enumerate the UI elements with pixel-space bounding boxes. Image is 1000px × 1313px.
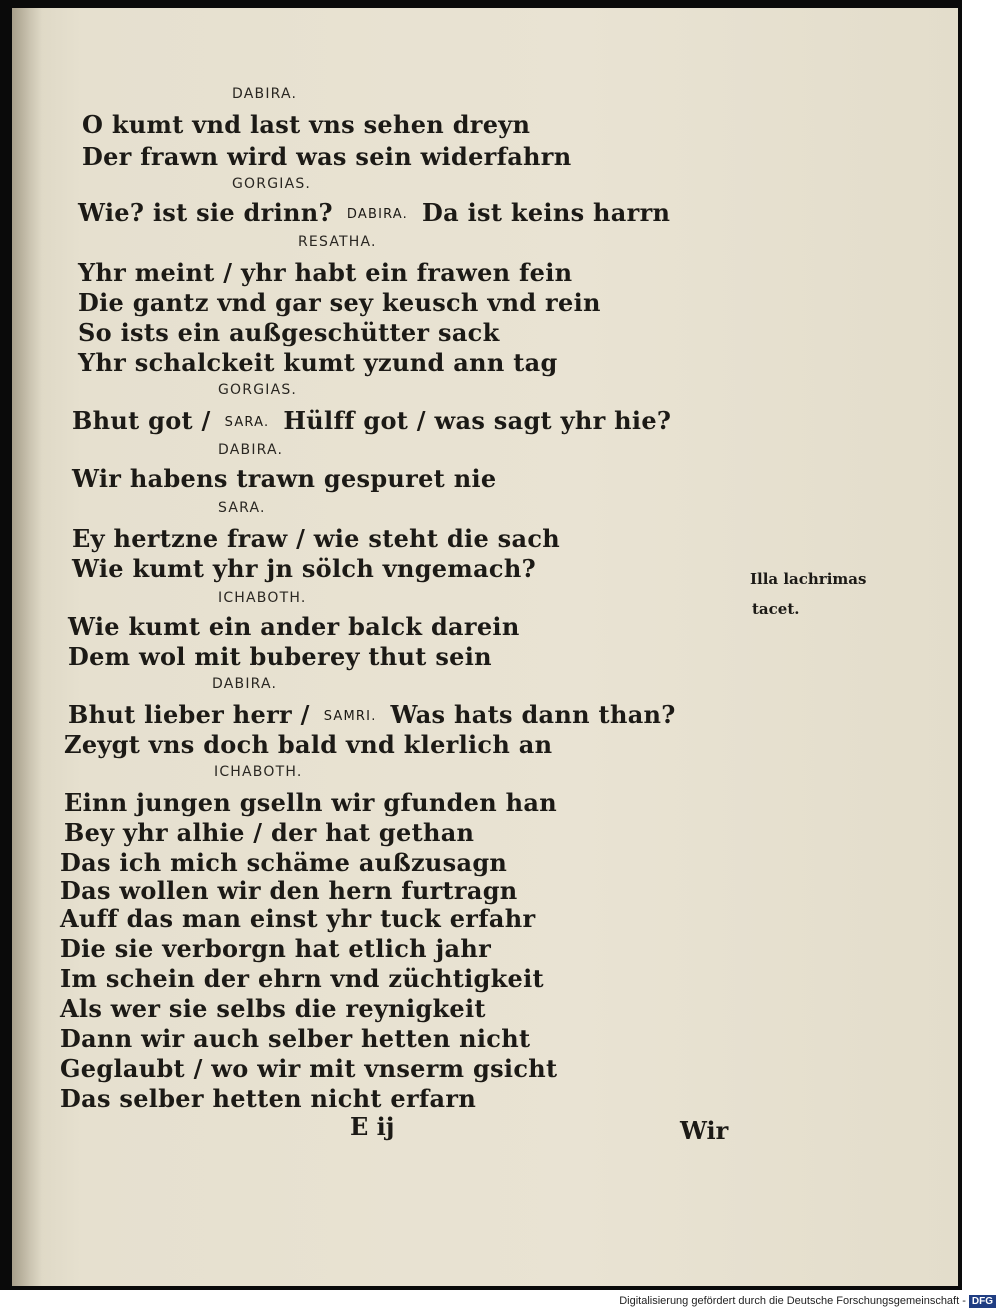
speaker-heading: RESATHA. [298, 234, 377, 250]
catchword: Wir [680, 1116, 729, 1145]
speaker-heading: GORGIAS. [232, 176, 312, 192]
verse-line: Die sie verborgn hat etlich jahr [60, 934, 492, 963]
verse-line: Das ich mich schäme außzusagn [60, 848, 508, 877]
marginal-note-line: Illa lachrimas [750, 570, 867, 588]
verse-line: Geglaubt / wo wir mit vnserm gsicht [60, 1054, 558, 1083]
speaker-heading: GORGIAS. [218, 382, 298, 398]
footer-text: Digitalisierung gefördert durch die Deutsche Forschungsgemeinschaft - [619, 1295, 966, 1307]
verse-line: Dann wir auch selber hetten nicht [60, 1024, 531, 1053]
verse-line: Im schein der ehrn vnd züchtigkeit [60, 964, 544, 993]
verse-line: O kumt vnd last vns sehen dreyn [82, 110, 531, 139]
verse-text: Bhut lieber herr / [68, 700, 310, 729]
verse-line: Wie kumt yhr jn sölch vngemach? [72, 554, 536, 583]
verse-text: Wie? ist sie drinn? [78, 198, 333, 227]
verse-line: Als wer sie selbs die reynigkeit [60, 994, 486, 1023]
verse-line [72, 406, 671, 435]
verse-text: Bhut got / [72, 406, 211, 435]
speaker-heading: ICHABOTH. [218, 590, 307, 606]
speaker-heading: ICHABOTH. [214, 764, 303, 780]
verse-line: Der frawn wird was sein widerfahrn [82, 142, 572, 171]
verse-line: Yhr meint / yhr habt ein frawen fein [78, 258, 573, 287]
verse-line: Auff das man einst yhr tuck erfahr [60, 904, 536, 933]
speaker-heading: SARA. [218, 500, 266, 516]
verse-line: Ey hertzne fraw / wie steht die sach [72, 524, 561, 553]
verse-line: Bey yhr alhie / der hat gethan [64, 818, 475, 847]
verse-text: Was hats dann than? [390, 700, 676, 729]
inline-speaker: SAMRI. [323, 709, 377, 724]
digitization-footer [619, 1293, 996, 1309]
verse-line: Wie kumt ein ander balck darein [68, 612, 520, 641]
verse-line: Wir habens trawn gespuret nie [72, 464, 497, 493]
marginal-note-line: tacet. [752, 600, 800, 618]
verse-text: Hülff got / was sagt yhr hie? [283, 406, 672, 435]
page-gutter-shadow [12, 8, 42, 1286]
speaker-heading: DABIRA. [232, 86, 298, 102]
verse-line: Zeygt vns doch bald vnd klerlich an [64, 730, 553, 759]
verse-line: Das selber hetten nicht erfarn [60, 1084, 477, 1113]
verse-line: Das wollen wir den hern furtragn [60, 876, 518, 905]
inline-speaker: DABIRA. [346, 207, 409, 222]
verse-text: Da ist keins harrn [422, 198, 671, 227]
speaker-heading: DABIRA. [212, 676, 278, 692]
inline-speaker: SARA. [224, 415, 270, 430]
verse-line: Yhr schalckeit kumt yzund ann tag [78, 348, 558, 377]
dfg-logo: DFG [969, 1295, 996, 1308]
speaker-heading: DABIRA. [218, 442, 284, 458]
verse-line [78, 198, 670, 227]
verse-line [68, 700, 676, 729]
verse-line: Einn jungen gselln wir gfunden han [64, 788, 557, 817]
verse-line: Die gantz vnd gar sey keusch vnd rein [78, 288, 601, 317]
verse-line: So ists ein außgeschütter sack [78, 318, 500, 347]
verse-line: Dem wol mit buberey thut sein [68, 642, 492, 671]
signature-mark: E ij [350, 1112, 395, 1141]
